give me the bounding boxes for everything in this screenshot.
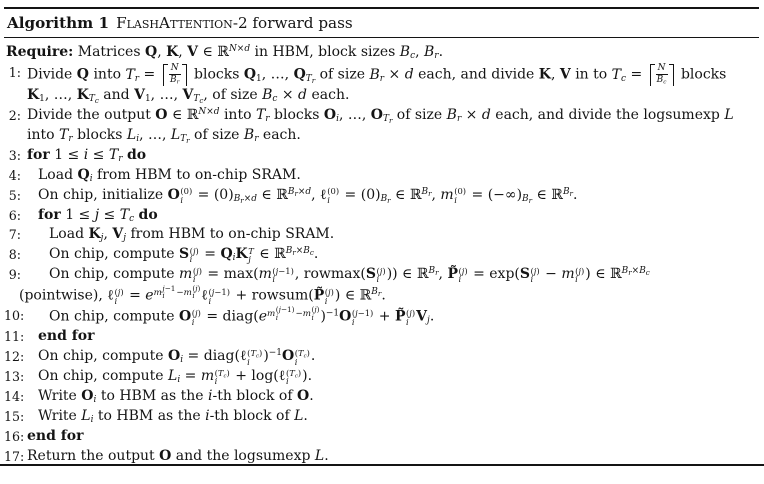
line-content: On chip, compute $L_i = m$ $(T_c)$ i + log(ℓ $(T_c)$ i ).	[38, 367, 313, 387]
line-number: 15:	[4, 408, 25, 424]
algorithm-label: Algorithm 1	[7, 14, 110, 32]
algorithm-line	[4, 106, 759, 126]
algorithm-title: FlashAttention	[116, 14, 233, 32]
line-content: Load $Q_i$ from HBM to on-chip SRAM.	[38, 166, 301, 184]
algorithm-line	[4, 186, 759, 206]
line-content: Divide the output O ∈ ℝ$^{N\times d}$ into $T_r$ blocks $O_i$, …, $O_{T_r}$ of size $B_r \times d$ each, and divide the logsumexp L	[27, 107, 734, 126]
line-number: 17:	[4, 448, 25, 464]
line-number: 16:	[4, 428, 25, 444]
line-number	[4, 126, 21, 146]
line-number: 3:	[8, 147, 21, 163]
line-number: 11:	[4, 329, 25, 345]
line-number	[4, 86, 21, 106]
line-content: Write $O_i$ to HBM as the i-th block of O.	[38, 388, 314, 406]
line-content: end for	[27, 427, 84, 444]
line-content: for $1 \le i \le T_r$ do	[27, 146, 147, 165]
line-number: 5:	[8, 187, 21, 203]
line-number: 2:	[8, 108, 21, 124]
line-number: 7:	[8, 227, 21, 243]
line-content: Return the output O and the logsumexp L.	[27, 447, 329, 464]
algorithm-line	[4, 387, 759, 407]
algorithm-line	[4, 86, 759, 106]
algorithm-line	[4, 166, 759, 186]
line-content: Divide Q into $T_r$ = $\frac{N}{B_r}$ blocks $Q_1$, …, $Q_{T_r}$ of size $B_r \times d$ each, and divide K, V in to $T_c$ = $\frac{N}{B_c}$ blocks	[27, 62, 727, 86]
algorithm-line	[4, 206, 759, 226]
algorithm-header	[4, 11, 759, 38]
line-content: On chip, initialize O (0) i = $(0)_{B_r\times d}$ ∈ ℝ$^{B_r\times d}$, ℓ (0) i = $(0)_{B_r}$ ∈ ℝ$^{B_r}$, m (0) i = $(-\infty)_{B_r}$ ∈ ℝ$^{B_r}$.	[38, 186, 578, 205]
algorithm-line	[4, 427, 759, 447]
algorithm-line	[4, 367, 759, 387]
algorithm-line	[4, 407, 759, 427]
line-number: 8:	[8, 247, 21, 263]
bottom-rule	[0, 464, 764, 466]
line-number: 14:	[4, 389, 25, 405]
line-content: Require: Matrices Q, K, V ∈ ℝ$^{N\times d}$ in HBM, block sizes $B_c$, $B_r$.	[6, 44, 444, 62]
algorithm-title-suffix: -2 forward pass	[232, 14, 353, 32]
line-content: On chip, compute S (j) i = $Q_iK$ T j ∈ ℝ$^{B_r\times B_c}$.	[49, 245, 319, 265]
line-content: On chip, compute O (j) i = $diag(e^{m (j-1) i -m (j) i}$ )$^{-1}$O (j−1) i + P̃ (j) i $V_j$.	[49, 305, 435, 327]
line-content: Load $K_j$, $V_j$ from HBM to on-chip SRAM.	[49, 226, 335, 244]
line-content: Write $L_i$ to HBM as the i-th block of L.	[38, 407, 308, 426]
algorithm-line	[4, 285, 759, 306]
algorithm-line	[4, 225, 759, 245]
algorithm-line	[4, 126, 759, 146]
line-number: 4:	[8, 167, 21, 183]
line-number: 9:	[8, 267, 21, 283]
line-content: On chip, compute m (j) i = max(m (j−1) i , rowmax(S (j) i )) ∈ ℝ$^{B_r}$, P̃ (j) i = exp(S (j) i − m (j) i ) ∈ ℝ$^{B_r\times B_c}$	[49, 265, 650, 285]
algorithm-line	[4, 265, 759, 285]
line-content: $K_1$, …, $K_{T_c}$ and $V_1$, …, $V_{T_c}$, of size $B_c \times d$ each.	[27, 87, 350, 106]
line-number: 12:	[4, 349, 25, 365]
algorithm-line	[4, 327, 759, 347]
algorithm-line	[4, 146, 759, 166]
line-number: 10:	[4, 308, 25, 324]
algorithm-line	[4, 347, 759, 367]
line-content: into $T_r$ blocks $L_i$, …, $L_{T_r}$ of size $B_r$ each.	[27, 127, 301, 146]
line-number: 13:	[4, 369, 25, 385]
line-content: end for	[38, 328, 95, 345]
algorithm-line	[4, 306, 759, 327]
top-rule	[4, 7, 759, 9]
line-content: (pointwise), ℓ (j) i = $e^{m j-1 i -m (j) i}$ ℓ (j−1) i + rowsum(P̃ (j) i ) ∈ ℝ$^{B_r}$.	[19, 284, 386, 306]
algorithm-body	[4, 41, 759, 467]
line-number: 1:	[8, 64, 21, 80]
line-content: On chip, compute $O_i$ = diag(ℓ $(T_c)$ i )$^{-1}$O $(T_c)$ i .	[38, 347, 316, 367]
line-number: 6:	[8, 207, 21, 223]
line-content: for $1 \le j \le T_c$ do	[38, 206, 158, 224]
require-line	[4, 43, 759, 63]
algorithm-line	[4, 245, 759, 265]
algorithm-line	[4, 63, 759, 86]
